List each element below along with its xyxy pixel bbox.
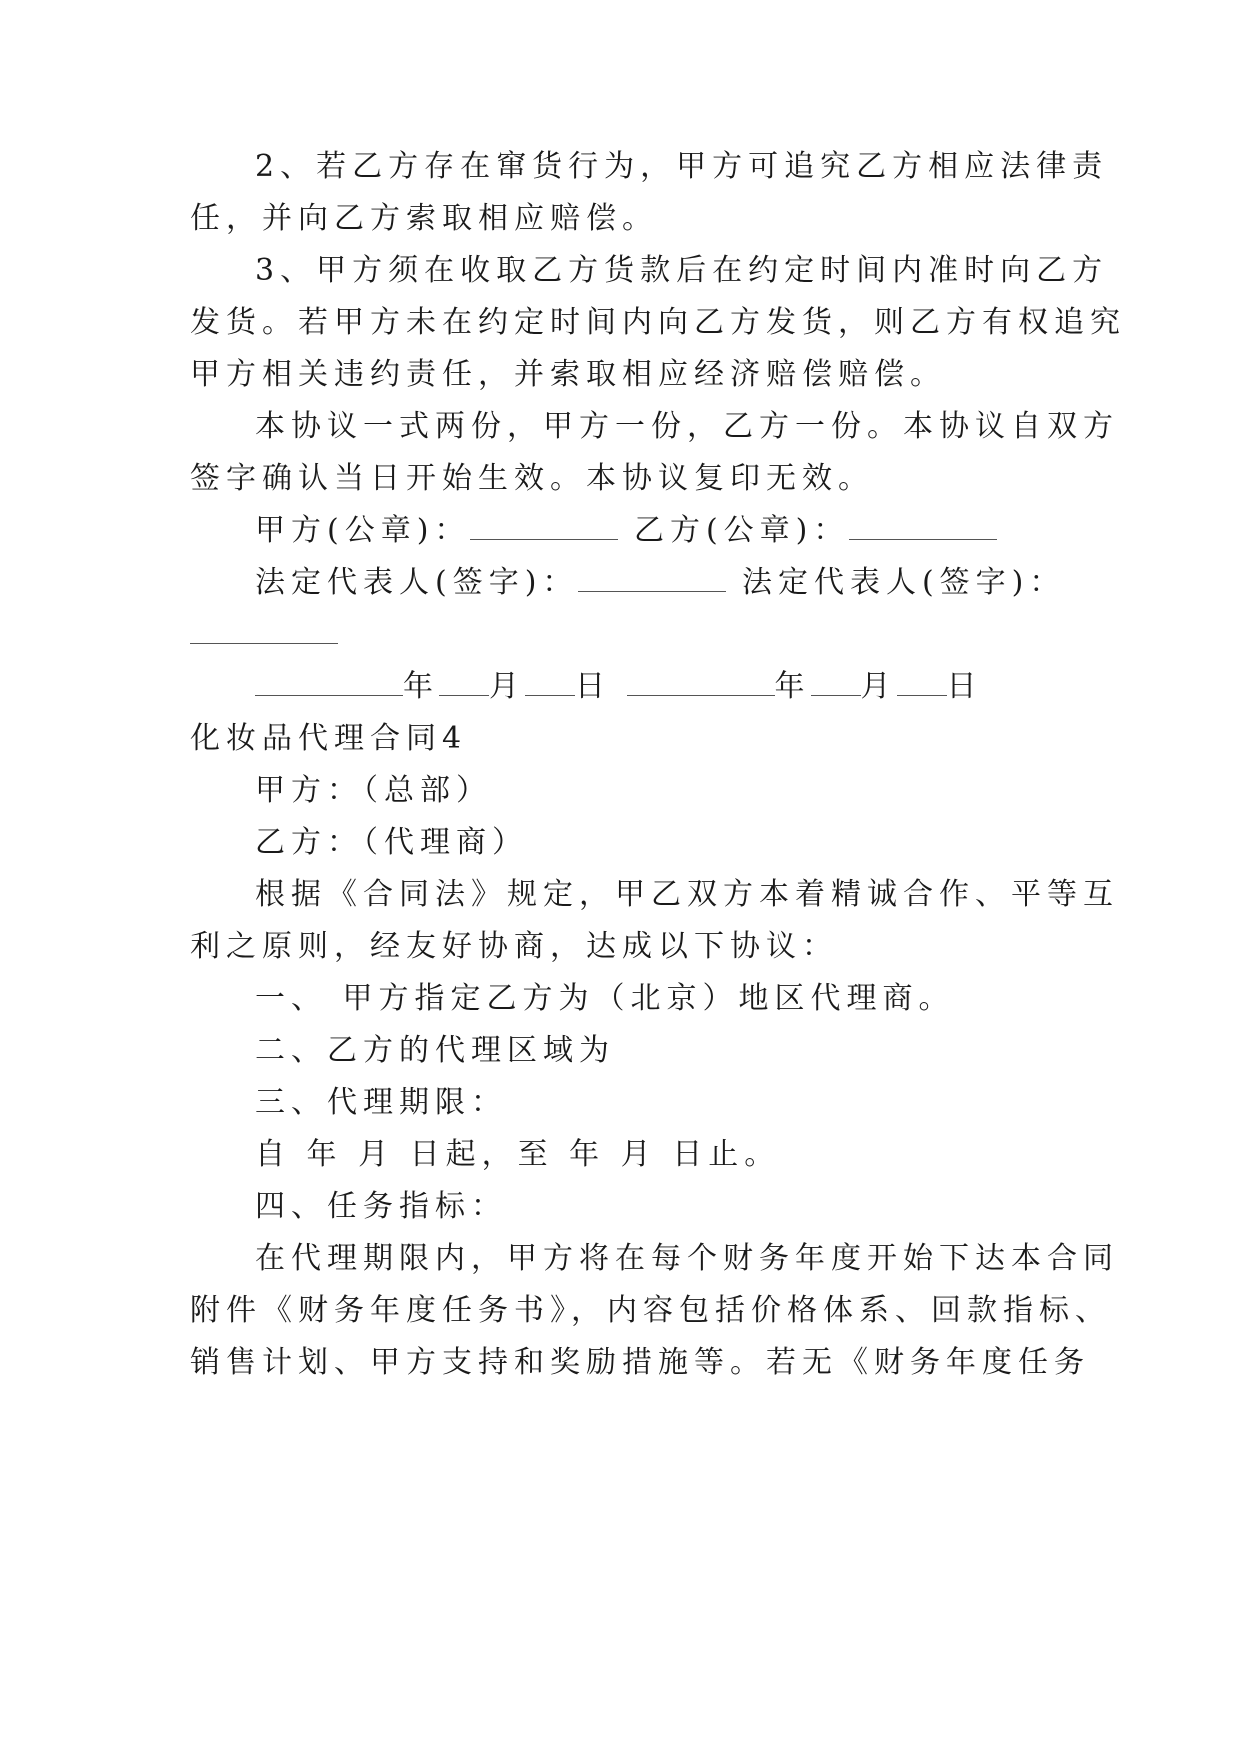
month-label: 月 (489, 669, 525, 704)
party-b-year-blank (627, 663, 775, 696)
day-label: 日 (575, 669, 611, 704)
body-line: 自 年 月 日起，至 年 月 日止。 (255, 1137, 781, 1172)
body-line: 附件《财务年度任务书》，内容包括价格体系、回款指标、 (190, 1293, 1111, 1328)
party-b-rep-label: 法定代表人(签字)： (741, 565, 1066, 600)
party-b-seal-label: 乙方(公章)： (633, 513, 850, 548)
date-line (255, 662, 1050, 712)
party-b-day-blank (897, 663, 947, 696)
day-label: 日 (946, 669, 983, 704)
year-label: 年 (774, 669, 811, 704)
body-line: 利之原则，经友好协商，达成以下协议： (190, 929, 838, 964)
body-line: 在代理期限内，甲方将在每个财务年度开始下达本合同 (255, 1241, 1119, 1276)
party-a-rep-label: 法定代表人(签字)： (255, 565, 579, 600)
party-a-rep-blank (578, 559, 726, 592)
paragraph-line: 2、若乙方存在窜货行为，甲方可追究乙方相应法律责 (255, 149, 1109, 184)
party-a-year-blank (255, 663, 403, 696)
paragraph-line: 甲方相关违约责任，并索取相应经济赔偿赔偿。 (190, 357, 946, 392)
party-a-month-blank (439, 663, 489, 696)
party-b-line: 乙方：（代理商） (255, 825, 528, 860)
body-line: 三、代理期限： (255, 1085, 507, 1120)
paragraph-line: 3、甲方须在收取乙方货款后在约定时间内准时向乙方 (255, 253, 1109, 288)
year-label: 年 (403, 669, 439, 704)
month-label: 月 (860, 669, 897, 704)
body-line: 销售计划、甲方支持和奖励措施等。若无《财务年度任务 (190, 1345, 1090, 1380)
body-line: 根据《合同法》规定，甲乙双方本着精诚合作、平等互 (255, 877, 1119, 912)
paragraph-line: 发货。若甲方未在约定时间内向乙方发货，则乙方有权追究 (190, 305, 1126, 340)
body-line: 四、任务指标： (255, 1189, 507, 1224)
representative-overflow-line (190, 610, 1050, 660)
representative-signature-line (255, 558, 1066, 608)
party-b-rep-blank (190, 611, 338, 644)
party-b-month-blank (811, 663, 861, 696)
party-b-seal-blank (849, 507, 997, 540)
body-line: 一、 甲方指定乙方为（北京）地区代理商。 (255, 981, 955, 1016)
paragraph-line: 任，并向乙方索取相应赔偿。 (190, 201, 658, 236)
party-a-line: 甲方：（总部） (255, 773, 492, 808)
section-title: 化妆品代理合同4 (190, 721, 468, 756)
paragraph-line: 签字确认当日开始生效。本协议复印无效。 (190, 461, 874, 496)
body-line: 二、乙方的代理区域为 (255, 1033, 615, 1068)
seal-signature-line (255, 506, 1050, 556)
party-a-day-blank (525, 663, 575, 696)
party-a-seal-label: 甲方(公章)： (255, 513, 471, 548)
party-a-seal-blank (470, 507, 618, 540)
paragraph-line: 本协议一式两份，甲方一份，乙方一份。本协议自双方 (255, 409, 1119, 444)
